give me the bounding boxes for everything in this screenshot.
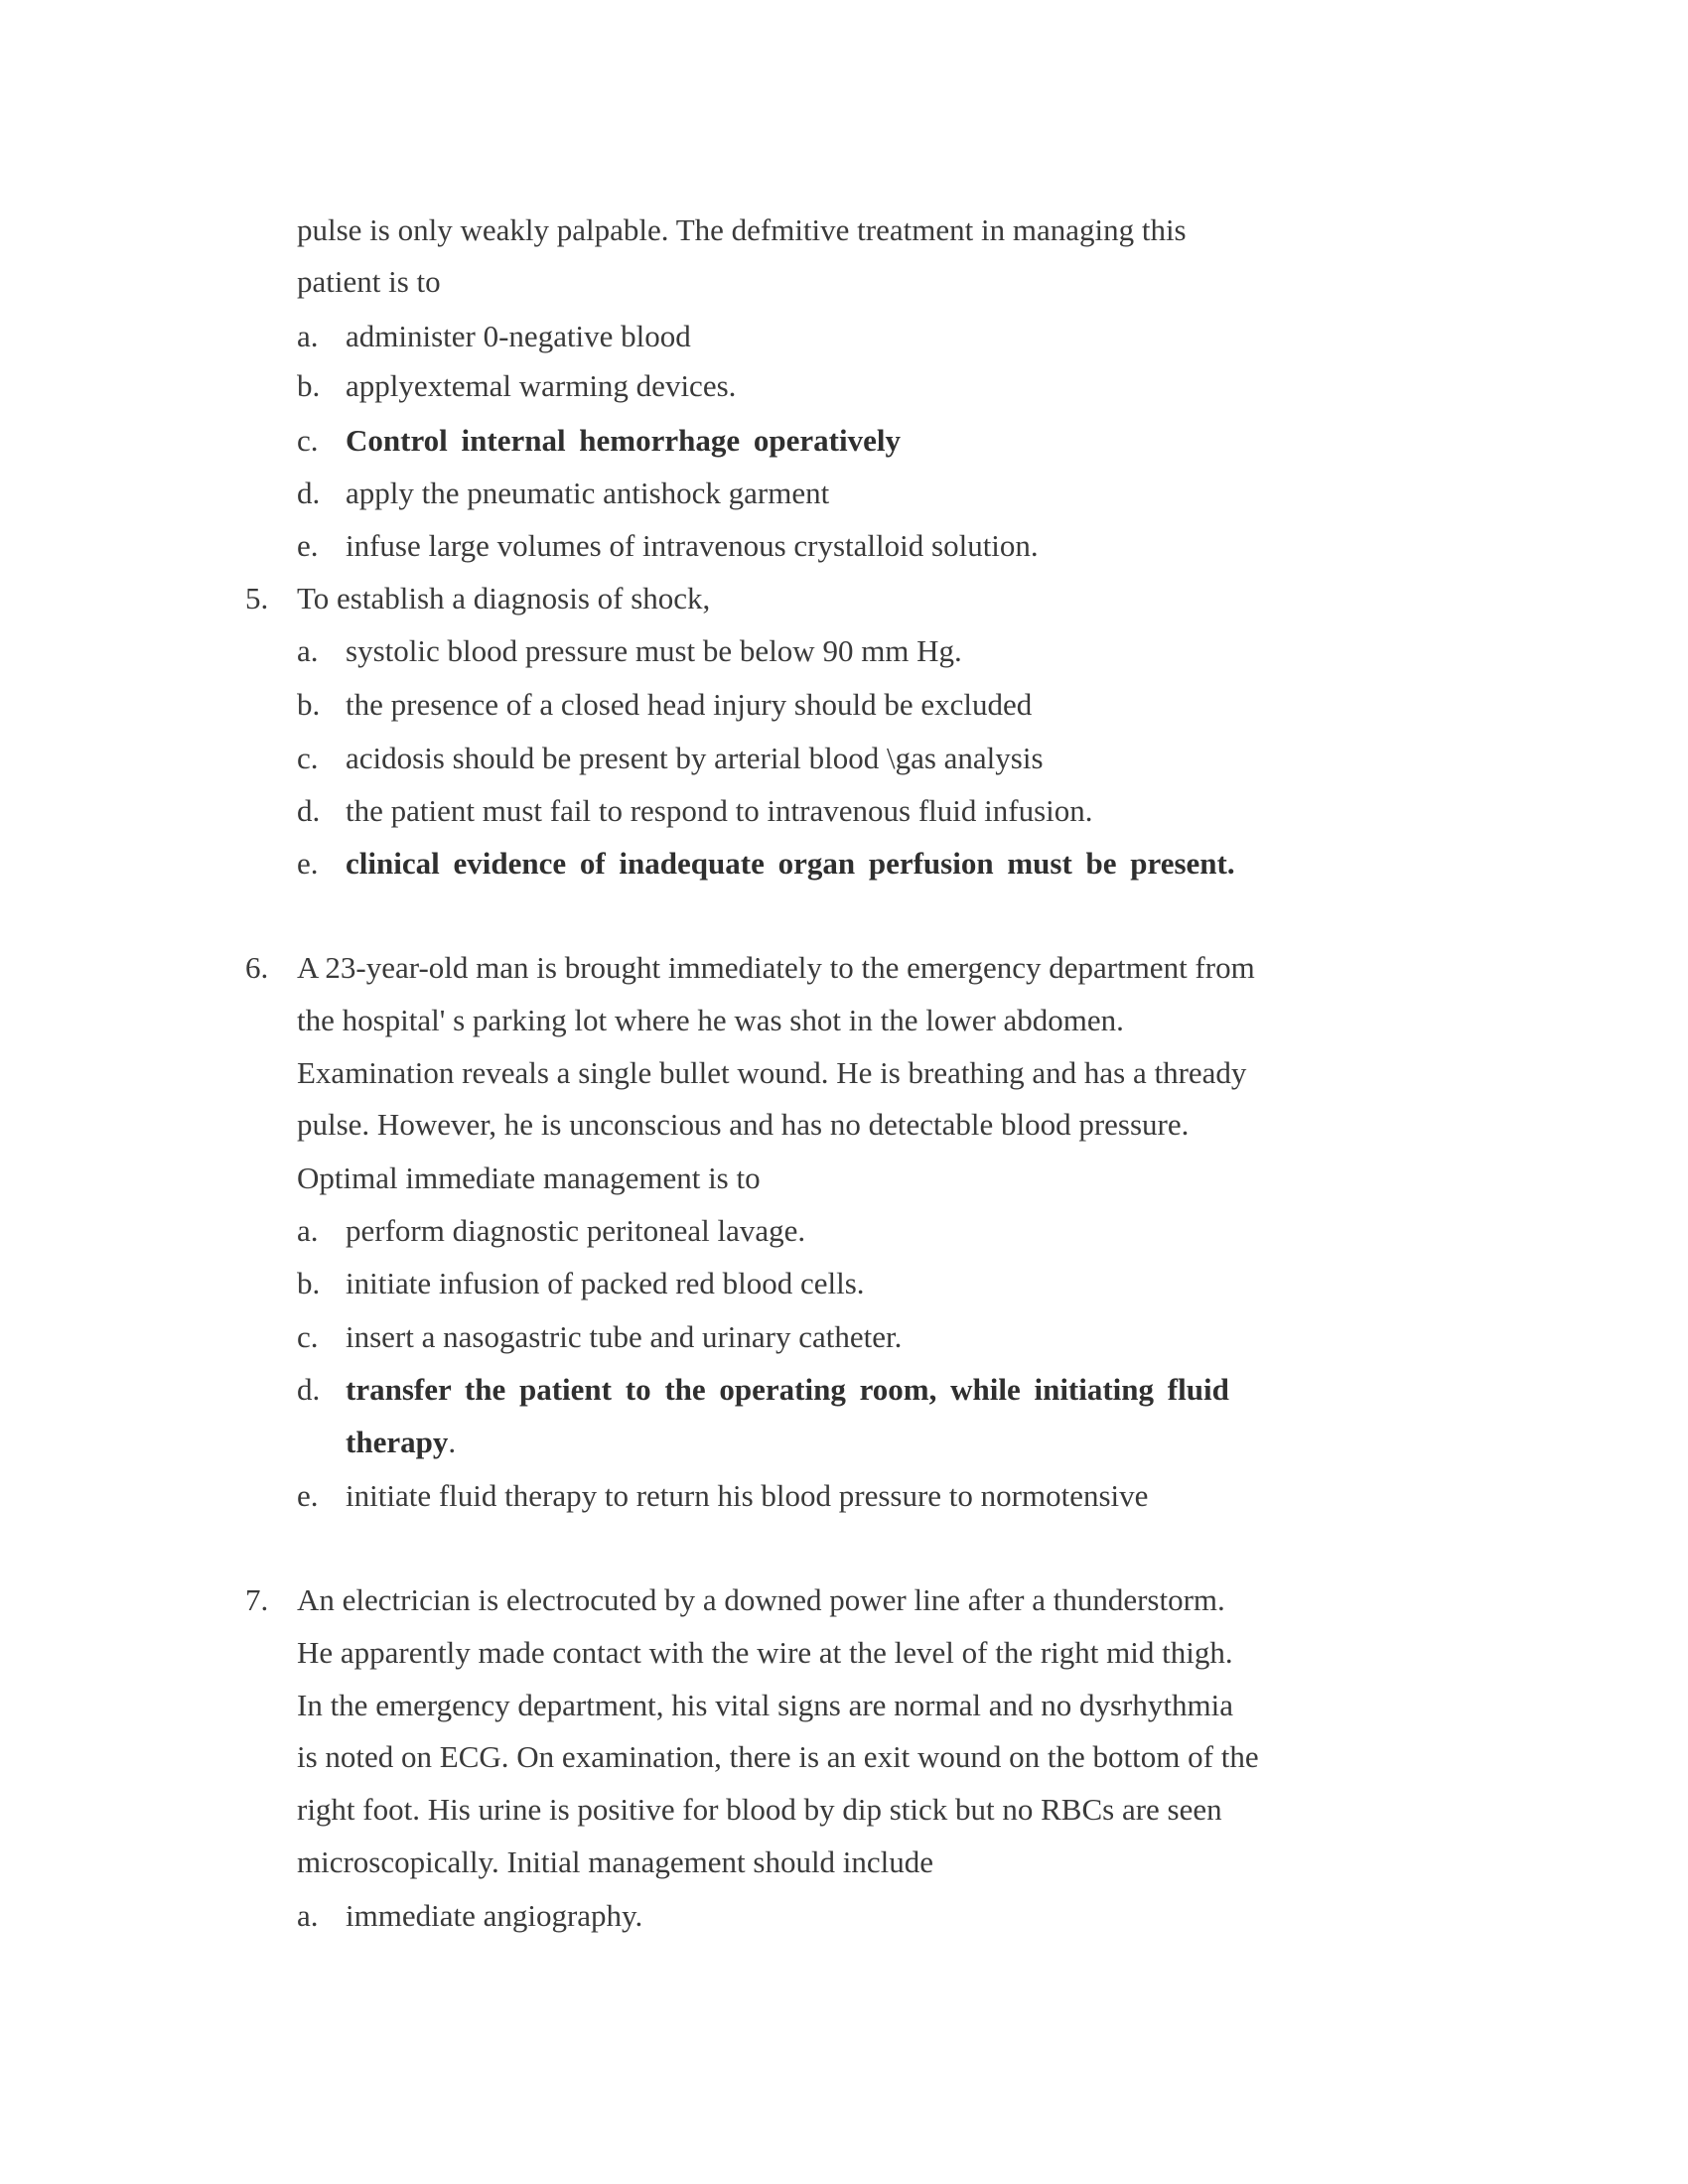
option-text-suffix: . [448,1425,457,1459]
option-letter: a. [297,1898,319,1933]
option-text: immediate angiography. [346,1898,643,1933]
option-text: insert a nasogastric tube and urinary catheter. [346,1319,903,1354]
q7-stem-line-2: He apparently made contact with the wire at the level of the right mid thigh. [297,1635,1233,1670]
option-text: perform diagnostic peritoneal lavage. [346,1213,806,1248]
q6-stem-line-5: Optimal immediate management is to [297,1160,761,1195]
q5-stem-line-1: To establish a diagnosis of shock, [297,581,711,615]
q7-stem-line-5: right foot. His urine is positive for blood by dip stick but no RBCs are seen [297,1792,1222,1827]
option-text: infuse large volumes of intravenous crystalloid solution. [346,528,1039,563]
q4-stem-line-1: pulse is only weakly palpable. The defmitive treatment in managing this [297,212,1187,247]
option-letter: e. [297,846,319,881]
option-letter: a. [297,319,319,353]
option-text: apply the pneumatic antishock garment [346,476,830,510]
option-text: administer 0-negative blood [346,319,691,353]
option-letter: b. [297,368,321,403]
option-text: initiate fluid therapy to return his blood pressure to normotensive [346,1478,1149,1513]
q7-stem-line-4: is noted on ECG. On examination, there is an exit wound on the bottom of the [297,1739,1259,1774]
q7-stem-line-1: An electrician is electrocuted by a downed power line after a thunderstorm. [297,1582,1225,1617]
option-letter: d. [297,1372,321,1407]
option-letter: e. [297,528,319,563]
option-text-answer: transfer the patient to the operating room, while initiating fluid [346,1372,1229,1407]
q6-stem-line-1: A 23-year-old man is brought immediately to the emergency department from [297,950,1255,985]
question-number: 6. [245,950,269,985]
option-text-answer: clinical evidence of inadequate organ perfusion must be present. [346,846,1235,881]
option-text: applyextemal warming devices. [346,368,737,403]
option-text: acidosis should be present by arterial blood \gas analysis [346,741,1044,775]
option-letter: d. [297,476,321,510]
option-letter: a. [297,1213,319,1248]
q6-stem-line-3: Examination reveals a single bullet wound. He is breathing and has a thready [297,1055,1247,1090]
question-number: 7. [245,1582,269,1617]
option-text-answer-cont: therapy [346,1425,449,1459]
question-number: 5. [245,581,269,615]
q7-stem-line-6: microscopically. Initial management should include [297,1844,934,1879]
option-text: systolic blood pressure must be below 90 mm Hg. [346,633,962,668]
option-letter: e. [297,1478,319,1513]
q6-stem-line-4: pulse. However, he is unconscious and has no detectable blood pressure. [297,1107,1190,1142]
q6-stem-line-2: the hospital' s parking lot where he was shot in the lower abdomen. [297,1003,1124,1037]
q7-stem-line-3: In the emergency department, his vital signs are normal and no dysrhythmia [297,1688,1233,1722]
option-letter: b. [297,687,321,722]
option-text: the presence of a closed head injury should be excluded [346,687,1033,722]
q4-stem-line-2: patient is to [297,264,441,299]
option-letter: b. [297,1266,321,1300]
option-letter: c. [297,1319,319,1354]
option-letter: a. [297,633,319,668]
option-letter: d. [297,793,321,828]
option-text: the patient must fail to respond to intravenous fluid infusion. [346,793,1093,828]
option-letter: c. [297,423,319,458]
option-text-answer: Control internal hemorrhage operatively [346,423,901,458]
option-text: initiate infusion of packed red blood cells. [346,1266,865,1300]
option-letter: c. [297,741,319,775]
